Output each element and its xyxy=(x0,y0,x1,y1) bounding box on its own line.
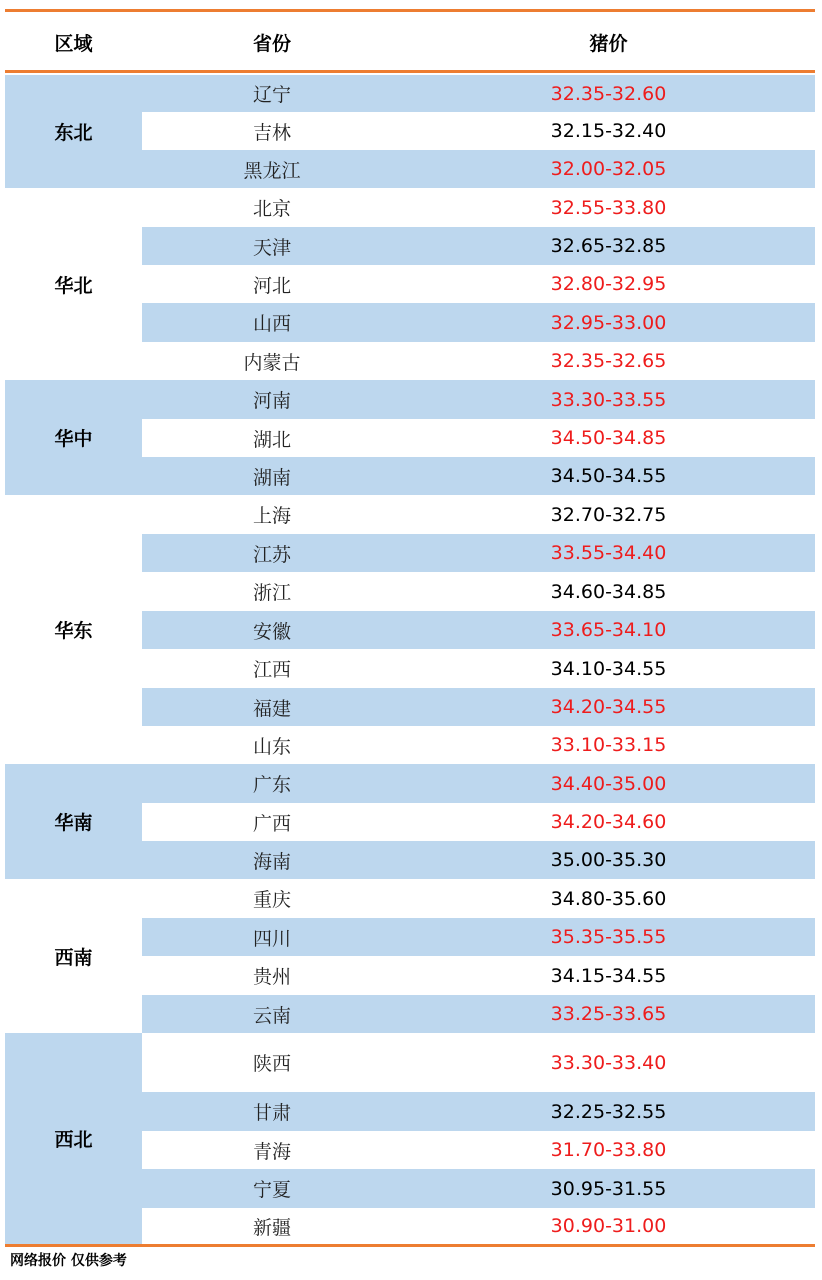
province-cell: 海南 xyxy=(252,850,291,873)
province-cell: 广东 xyxy=(252,774,291,796)
table-row xyxy=(142,726,815,764)
table-row xyxy=(142,611,815,649)
province-cell: 天津 xyxy=(252,236,291,259)
price-cell: 33.55-34.40 xyxy=(550,542,667,564)
header-rule xyxy=(5,70,815,73)
price-cell: 33.30-33.40 xyxy=(550,1051,667,1074)
table-row xyxy=(142,342,815,380)
province-cell: 吉林 xyxy=(252,121,291,144)
table-row xyxy=(142,534,815,572)
price-cell: 32.25-32.55 xyxy=(550,1100,667,1123)
price-cell: 35.35-35.55 xyxy=(550,926,667,948)
province-cell: 重庆 xyxy=(252,889,291,911)
province-cell: 江西 xyxy=(252,659,291,681)
region-cell: 华东 xyxy=(54,620,93,642)
province-cell: 河南 xyxy=(252,390,291,412)
table-row xyxy=(142,1131,815,1169)
province-cell: 宁夏 xyxy=(252,1179,291,1201)
province-cell: 浙江 xyxy=(252,582,291,604)
province-cell: 陕西 xyxy=(252,1053,291,1075)
header-province: 省份 xyxy=(252,33,291,55)
table-row xyxy=(142,918,815,956)
price-cell: 32.35-32.65 xyxy=(550,350,667,372)
table-row xyxy=(142,803,815,841)
table-row xyxy=(142,841,815,879)
table-row xyxy=(142,879,815,918)
price-cell: 31.70-33.80 xyxy=(550,1139,667,1161)
table-row xyxy=(142,380,815,419)
top-rule xyxy=(5,9,815,12)
province-cell: 湖南 xyxy=(252,466,291,489)
footer-note: 网络报价 仅供参考 xyxy=(10,1253,127,1269)
table-row xyxy=(142,995,815,1033)
province-cell: 江苏 xyxy=(252,543,291,566)
price-cell: 33.65-34.10 xyxy=(550,619,667,641)
province-cell: 山东 xyxy=(252,735,291,758)
price-cell: 35.00-35.30 xyxy=(550,849,667,871)
table-row xyxy=(142,1033,815,1092)
header-price: 猪价 xyxy=(589,33,628,55)
table-row xyxy=(142,1092,815,1131)
table-row xyxy=(142,688,815,726)
price-cell: 34.20-34.55 xyxy=(550,696,667,718)
price-cell: 32.55-33.80 xyxy=(550,196,667,219)
price-cell: 33.10-33.15 xyxy=(550,734,667,756)
price-cell: 32.00-32.05 xyxy=(550,158,667,180)
region-cell: 西南 xyxy=(54,946,93,969)
province-cell: 北京 xyxy=(252,198,291,220)
price-cell: 30.90-31.00 xyxy=(550,1215,667,1237)
province-cell: 辽宁 xyxy=(252,84,291,106)
price-cell: 30.95-31.55 xyxy=(550,1177,667,1200)
price-cell: 33.30-33.55 xyxy=(550,388,667,411)
table-row xyxy=(142,112,815,150)
table-row xyxy=(142,265,815,303)
price-cell: 34.50-34.85 xyxy=(550,427,667,449)
province-cell: 安徽 xyxy=(252,620,291,643)
table-row xyxy=(142,188,815,227)
province-cell: 湖北 xyxy=(252,428,291,451)
table-row xyxy=(142,956,815,995)
bottom-rule xyxy=(5,1244,815,1247)
region-cell: 华北 xyxy=(54,274,93,297)
price-cell: 32.15-32.40 xyxy=(550,120,667,142)
price-cell: 32.35-32.60 xyxy=(550,82,667,105)
province-cell: 云南 xyxy=(252,1004,291,1027)
table-row xyxy=(142,75,815,112)
price-cell: 32.70-32.75 xyxy=(550,503,667,526)
price-cell: 32.80-32.95 xyxy=(550,273,667,295)
price-cell: 34.60-34.85 xyxy=(550,580,667,603)
price-cell: 34.50-34.55 xyxy=(550,465,667,487)
province-cell: 甘肃 xyxy=(252,1102,291,1124)
table-row xyxy=(142,764,815,803)
province-cell: 上海 xyxy=(252,505,291,527)
table-row xyxy=(142,419,815,457)
price-cell: 34.20-34.60 xyxy=(550,811,667,833)
region-cell: 华中 xyxy=(5,380,142,495)
table-row xyxy=(142,649,815,688)
table-row xyxy=(142,303,815,342)
region-cell: 西北 xyxy=(5,1033,142,1244)
province-cell: 黑龙江 xyxy=(243,159,301,182)
province-cell: 广西 xyxy=(252,812,291,835)
price-cell: 34.80-35.60 xyxy=(550,887,667,910)
price-cell: 34.40-35.00 xyxy=(550,772,667,795)
price-cell: 32.95-33.00 xyxy=(550,311,667,334)
table-row xyxy=(142,1208,815,1244)
table-row xyxy=(142,495,815,534)
table-row xyxy=(142,457,815,495)
province-cell: 河北 xyxy=(252,274,291,297)
province-cell: 青海 xyxy=(252,1140,291,1163)
province-cell: 贵州 xyxy=(252,966,291,988)
province-cell: 山西 xyxy=(252,313,291,335)
table-row xyxy=(142,1169,815,1208)
price-cell: 33.25-33.65 xyxy=(550,1003,667,1025)
table-row xyxy=(142,572,815,611)
province-cell: 新疆 xyxy=(252,1216,291,1239)
table-row xyxy=(142,150,815,188)
region-cell: 东北 xyxy=(5,75,142,188)
province-cell: 福建 xyxy=(252,697,291,720)
header-region: 区域 xyxy=(54,33,93,55)
province-cell: 内蒙古 xyxy=(243,351,301,374)
table-row xyxy=(142,227,815,265)
province-cell: 四川 xyxy=(252,927,291,950)
price-cell: 34.10-34.55 xyxy=(550,657,667,680)
price-cell: 34.15-34.55 xyxy=(550,964,667,987)
price-cell: 32.65-32.85 xyxy=(550,235,667,257)
region-cell: 华南 xyxy=(5,764,142,879)
